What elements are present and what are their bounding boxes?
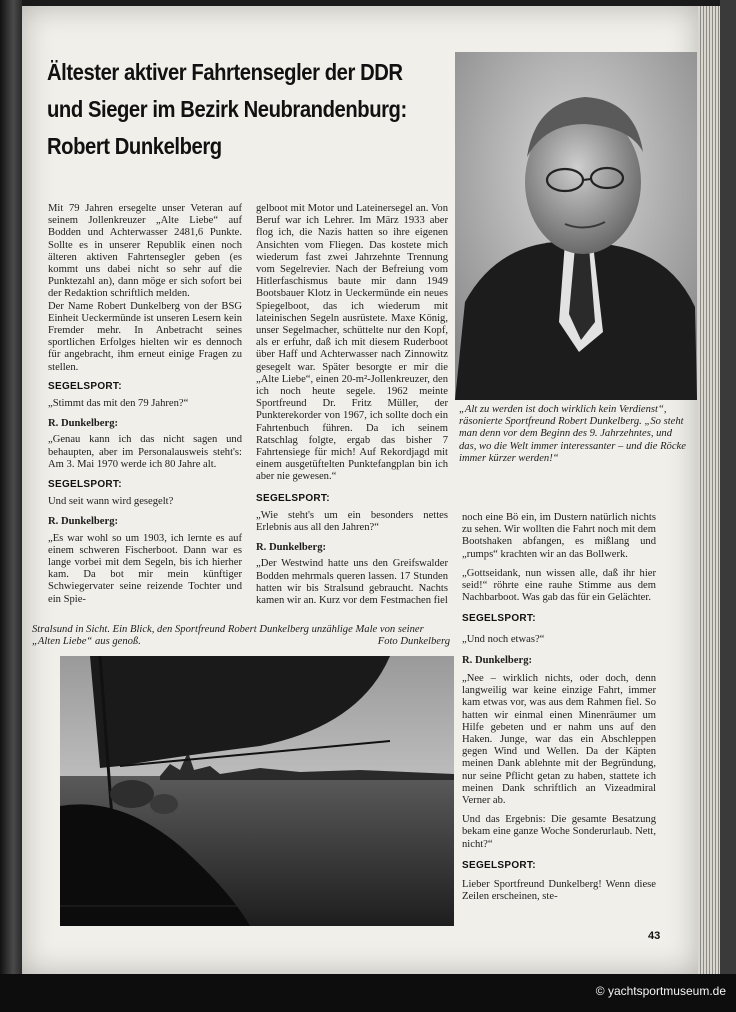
column-3 xyxy=(462,512,656,903)
closing-text: Lieber Sportfreund Dunkelberg! Wenn diese Zeilen erscheinen, ste- xyxy=(462,879,656,903)
right-strip xyxy=(720,0,736,1012)
speaker-label: R. Dunkelberg: xyxy=(256,542,327,554)
magazine-page xyxy=(22,6,698,974)
interviewer-label: SEGELSPORT: xyxy=(48,380,122,392)
speaker-label: R. Dunkelberg: xyxy=(48,516,119,528)
book-spine xyxy=(0,0,22,1012)
intro-paragraph: Mit 79 Jahren ersegelte unser Veteran auf seinem Jollenkreuzer „Alte Liebe“ auf Bodden und Achterwasser 2481,6 Punkte. Sollte es in unserer Republik einen noch älteren aktiven Fahrtensegler geben (es kommt uns dabei nicht so sehr auf die Punktezahl an), dann möge er sich sofort bei der Redaktion schriftlich melden. xyxy=(48,203,242,300)
answer-text: „Nee – wirklich nichts, oder doch, denn langweilig war keine einzige Fahrt, immer kam etwas vor, was aus dem Rahmen fiel. So hatten wir einmal einen Minenräumer um Hilfe gebeten und er nahm uns auf den Haken. Junge, war das ein Abschleppen gegen Wind und Wellen. Da der Käpten meinen Dank ablehnte mit der Begründung, nur seine Pflicht getan zu haben, stattete ich meinen Dank schriftlich an Vizeadmiral Verner ab. xyxy=(462,673,656,807)
column-2 xyxy=(256,203,448,607)
boat-photo-caption xyxy=(32,624,450,648)
answer-text: „Genau kann ich das nicht sagen und behaupten, aber im Personalausweis steht's: Am 3. Mai 1970 werde ich 80 Jahre alt. xyxy=(48,434,242,470)
portrait-caption: „Alt zu werden ist doch wirklich kein Verdienst“, räsonierte Sportfreund Robert Dunkelberg. „So steht man denn vor dem Beginn des 9. Jahrzehntes, und das, wo die Welt immer interessanter – und die Röcke immer kürzer werden!“ xyxy=(459,404,686,464)
headline-line-2: und Sieger im Bezirk Neubrandenburg: xyxy=(47,96,407,122)
question-text: „Und noch etwas?“ xyxy=(462,633,545,645)
speaker-label: R. Dunkelberg: xyxy=(462,654,533,666)
headline-line-1: Ältester aktiver Fahrtensegler der DDR xyxy=(47,59,403,85)
column-1 xyxy=(48,203,242,606)
headline-line-3: Robert Dunkelberg xyxy=(47,133,222,159)
body-text: gelboot mit Motor und Lateinersegel an. Von Beruf war ich Lehrer. Im März 1933 aber flog ich, die Nazis hatten so ihre eigenen Ansichten vom Fliegen. Das kostete mich wiederum fast zwei Jahrzehnte Trennung vom Segelrevier. Nach der Befreiung vom Hitlerfaschismus baute mir dann 1949 Bootsbauer Klotz in Ueckermünde ein neues Spiegelboot, das ich wiederum mit lateinischen Segeln ausrüstete. Maxe König, unser Segelmacher, schüttelte nur den Kopf, als er erfuhr, daß ich mit diesem Ruderboot über Haff und Achterwasser nach Zinnowitz gesegelt war. Später besorgte er mir die „Alte Liebe“, einen 20-m²-Jollenkreuzer, den ich noch heute segele. 1962 meinte Sportfreund Dr. Fritz Müller, der Punkterekorder von 1967, ich sollte doch ein Fahrtenbuch führen. Da ich seinem Ratschlag folgte, ergab das bisher 7 Fahrtensiege für mich! Auf Rekordjagd mit einem ausgetüftelten Punktefangplan bin ich aber nie gewesen.“ xyxy=(256,203,448,483)
question-text: „Stimmt das mit den 79 Jahren?“ xyxy=(48,398,189,410)
interviewer-label: SEGELSPORT: xyxy=(462,859,536,871)
page-edges xyxy=(698,6,720,974)
body-text: Und das Ergebnis: Die gesamte Besatzung bekam eine ganze Woche Sonderurlaub. Nett, nicht?“ xyxy=(462,814,656,850)
answer-text: „Der Westwind hatte uns den Greifswalder Bodden mehrmals queren lassen. 17 Stunden hatten wir bis Stralsund gebraucht. Nachts kamen wir an. Kurz vor dem Festmachen fiel xyxy=(256,558,448,607)
boat-photo xyxy=(60,656,454,926)
watermark: © yachtsportmuseum.de xyxy=(595,984,726,998)
interviewer-label: SEGELSPORT: xyxy=(462,613,536,625)
article-headline xyxy=(47,54,417,165)
answer-text: „Es war wohl so um 1903, ich lernte es auf einem schweren Fischerboot. Dann war es lange vorbei mit dem Segeln, bis ich hierher kam. Da bot mir mein künftiger Schwiegervater seine reizende Tochter und ein Spie- xyxy=(48,532,242,605)
interviewer-label: SEGELSPORT: xyxy=(48,479,122,491)
body-text: „Gottseidank, nun wissen alle, daß ihr hier seid!“ röhrte eine rauhe Stimme aus dem Nachbarboot. Was gab das für ein Gelächter. xyxy=(462,567,656,604)
question-text: „Wie steht's um ein besonders nettes Erlebnis aus all den Jahren?“ xyxy=(256,509,448,534)
page-number: 43 xyxy=(648,930,661,942)
speaker-label: R. Dunkelberg: xyxy=(48,418,119,430)
question-text: Und seit wann wird gesegelt? xyxy=(48,496,174,508)
body-text: noch eine Bö ein, im Dustern natürlich nichts zu sehen. Wir wollten die Fahrt noch mit dem Bootshaken abfangen, es mißlang und „rumps“ krachten wir an das Bollwerk. xyxy=(462,512,656,560)
interviewer-label: SEGELSPORT: xyxy=(256,492,330,504)
boat-caption-text: Stralsund in Sicht. Ein Blick, den Sportfreund Robert Dunkelberg unzählige Male von seiner „Alten Liebe“ aus genoß. xyxy=(32,624,424,648)
intro-paragraph-2: Der Name Robert Dunkelberg von der BSG Einheit Ueckermünde ist unseren Lesern kein Fremder mehr. In Anbetracht seines sportlichen Erfolges hielten wir es dennoch für angebracht, ihm erneut einige Fragen zu stellen. xyxy=(48,300,242,373)
photo-credit: Foto Dunkelberg xyxy=(377,636,450,648)
portrait-photo xyxy=(455,52,697,400)
